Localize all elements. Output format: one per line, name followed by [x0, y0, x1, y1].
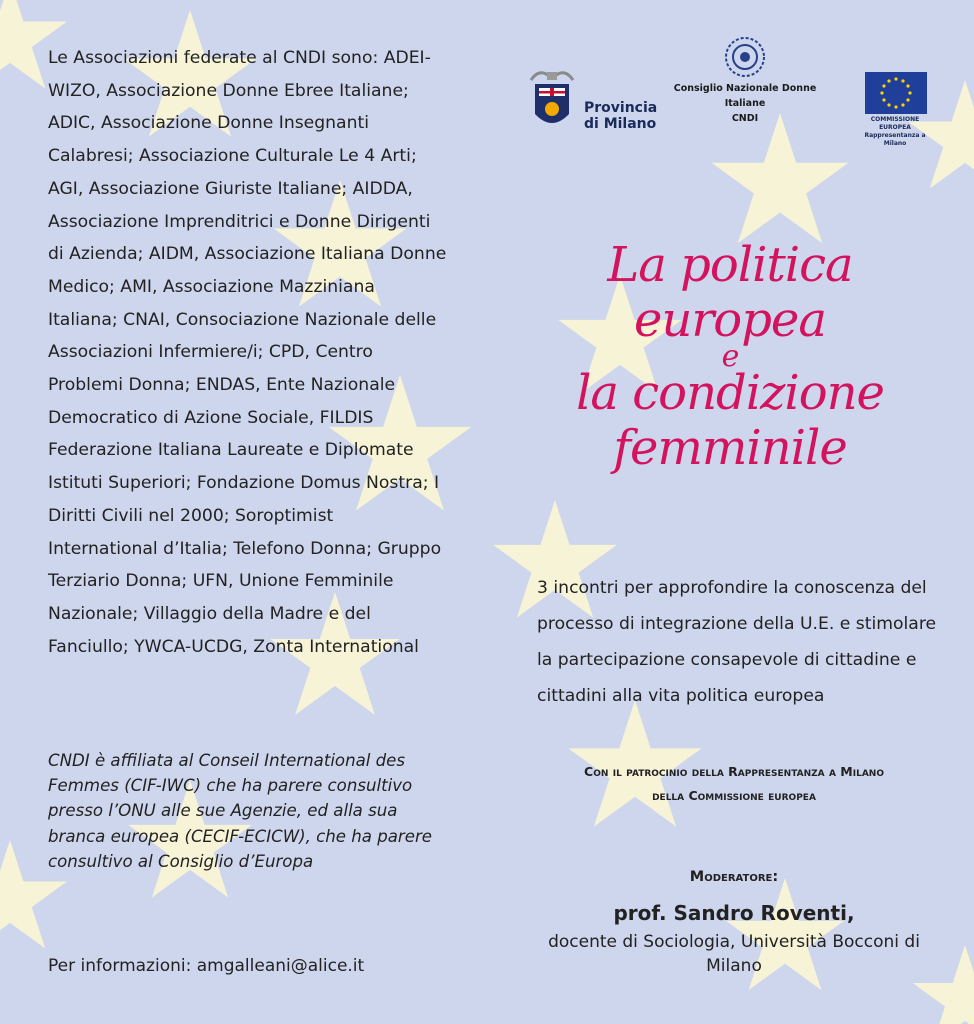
associations-text: Le Associazioni federate al CNDI sono: ADEI-WIZO, Associazione Donne Ebree Italiane; ADIC, Associazione Donne Insegnanti Calabresi; Associazione Culturale Le 4 Arti; AGI, Associazione Giuriste Italiane; AIDDA, Associazione Imprenditrici e Donne Dirigenti di Azienda; AIDM, Associazione Italiana Donne Medico; AMI, Associazione Mazziniana Italiana; CNAI, Consociazione Nazionale delle Associazioni Infermiere/i; CPD, Centro Problemi Donna; ENDAS, Ente Nazionale Democratico di Azione Sociale, FILDIS Federazione Italiana Laureate e Diplomate Istituti Superiori; Fondazione Domus Nostra; I Diritti Civili nel 2000; Soroptimist International d’Italia; Telefono Donna; Gruppo Terziario Donna; UFN, Unione Femminile Nazionale; Villaggio della Madre e del Fanciullo; YWCA-UCDG, Zonta International	[48, 48, 447, 657]
title-line2: e	[721, 339, 739, 374]
moderator-role: docente di Sociologia, Università Bocconi di Milano	[548, 932, 920, 976]
cndi-line1: Consiglio Nazionale Donne Italiane	[673, 83, 817, 109]
left-column	[48, 42, 448, 663]
eu-label	[855, 116, 935, 148]
provincia-line1: Provincia	[584, 100, 658, 116]
eu-line1: COMMISSIONE EUROPEA	[870, 116, 920, 131]
contact-info: Per informazioni: amgalleani@alice.it	[48, 956, 365, 976]
cndi-line2: CNDI	[731, 113, 759, 124]
affiliation-text: CNDI è affiliata al Conseil International des Femmes (CIF-IWC) che ha parere consultivo presso l’ONU alle sue Agenzie, ed alla sua branca europea (CECIF-ECICW), che ha parere consultivo al Consiglio d’Europa	[48, 751, 432, 871]
provincia-label	[584, 100, 657, 132]
provincia-milano-crest-icon	[525, 66, 579, 136]
patronage-text	[520, 760, 948, 808]
patronage-line2: della Commissione europea	[652, 788, 816, 803]
cndi-label	[665, 81, 825, 126]
provincia-line2: di Milano	[584, 116, 657, 132]
eu-flag-icon	[865, 72, 927, 114]
moderator-name: prof. Sandro Roventi,	[613, 901, 855, 925]
cndi-emblem-icon	[724, 36, 766, 78]
eu-line2: Rappresentanza a Milano	[864, 132, 926, 147]
title-line4: femminile	[613, 420, 847, 476]
title-line3: la condizione	[576, 365, 884, 421]
title-line1: La politica europea	[607, 237, 853, 348]
logos-header	[525, 36, 945, 146]
event-title	[520, 238, 940, 476]
moderator-label: Moderatore:	[689, 869, 779, 885]
patronage-line1: Con il patrocinio della Rappresentanza a Milano	[584, 764, 884, 779]
event-description: 3 incontri per approfondire la conoscenza del processo di integrazione della U.E. e stimolare la partecipazione consapevole di cittadine e cittadini alla vita politica europea	[537, 578, 937, 706]
